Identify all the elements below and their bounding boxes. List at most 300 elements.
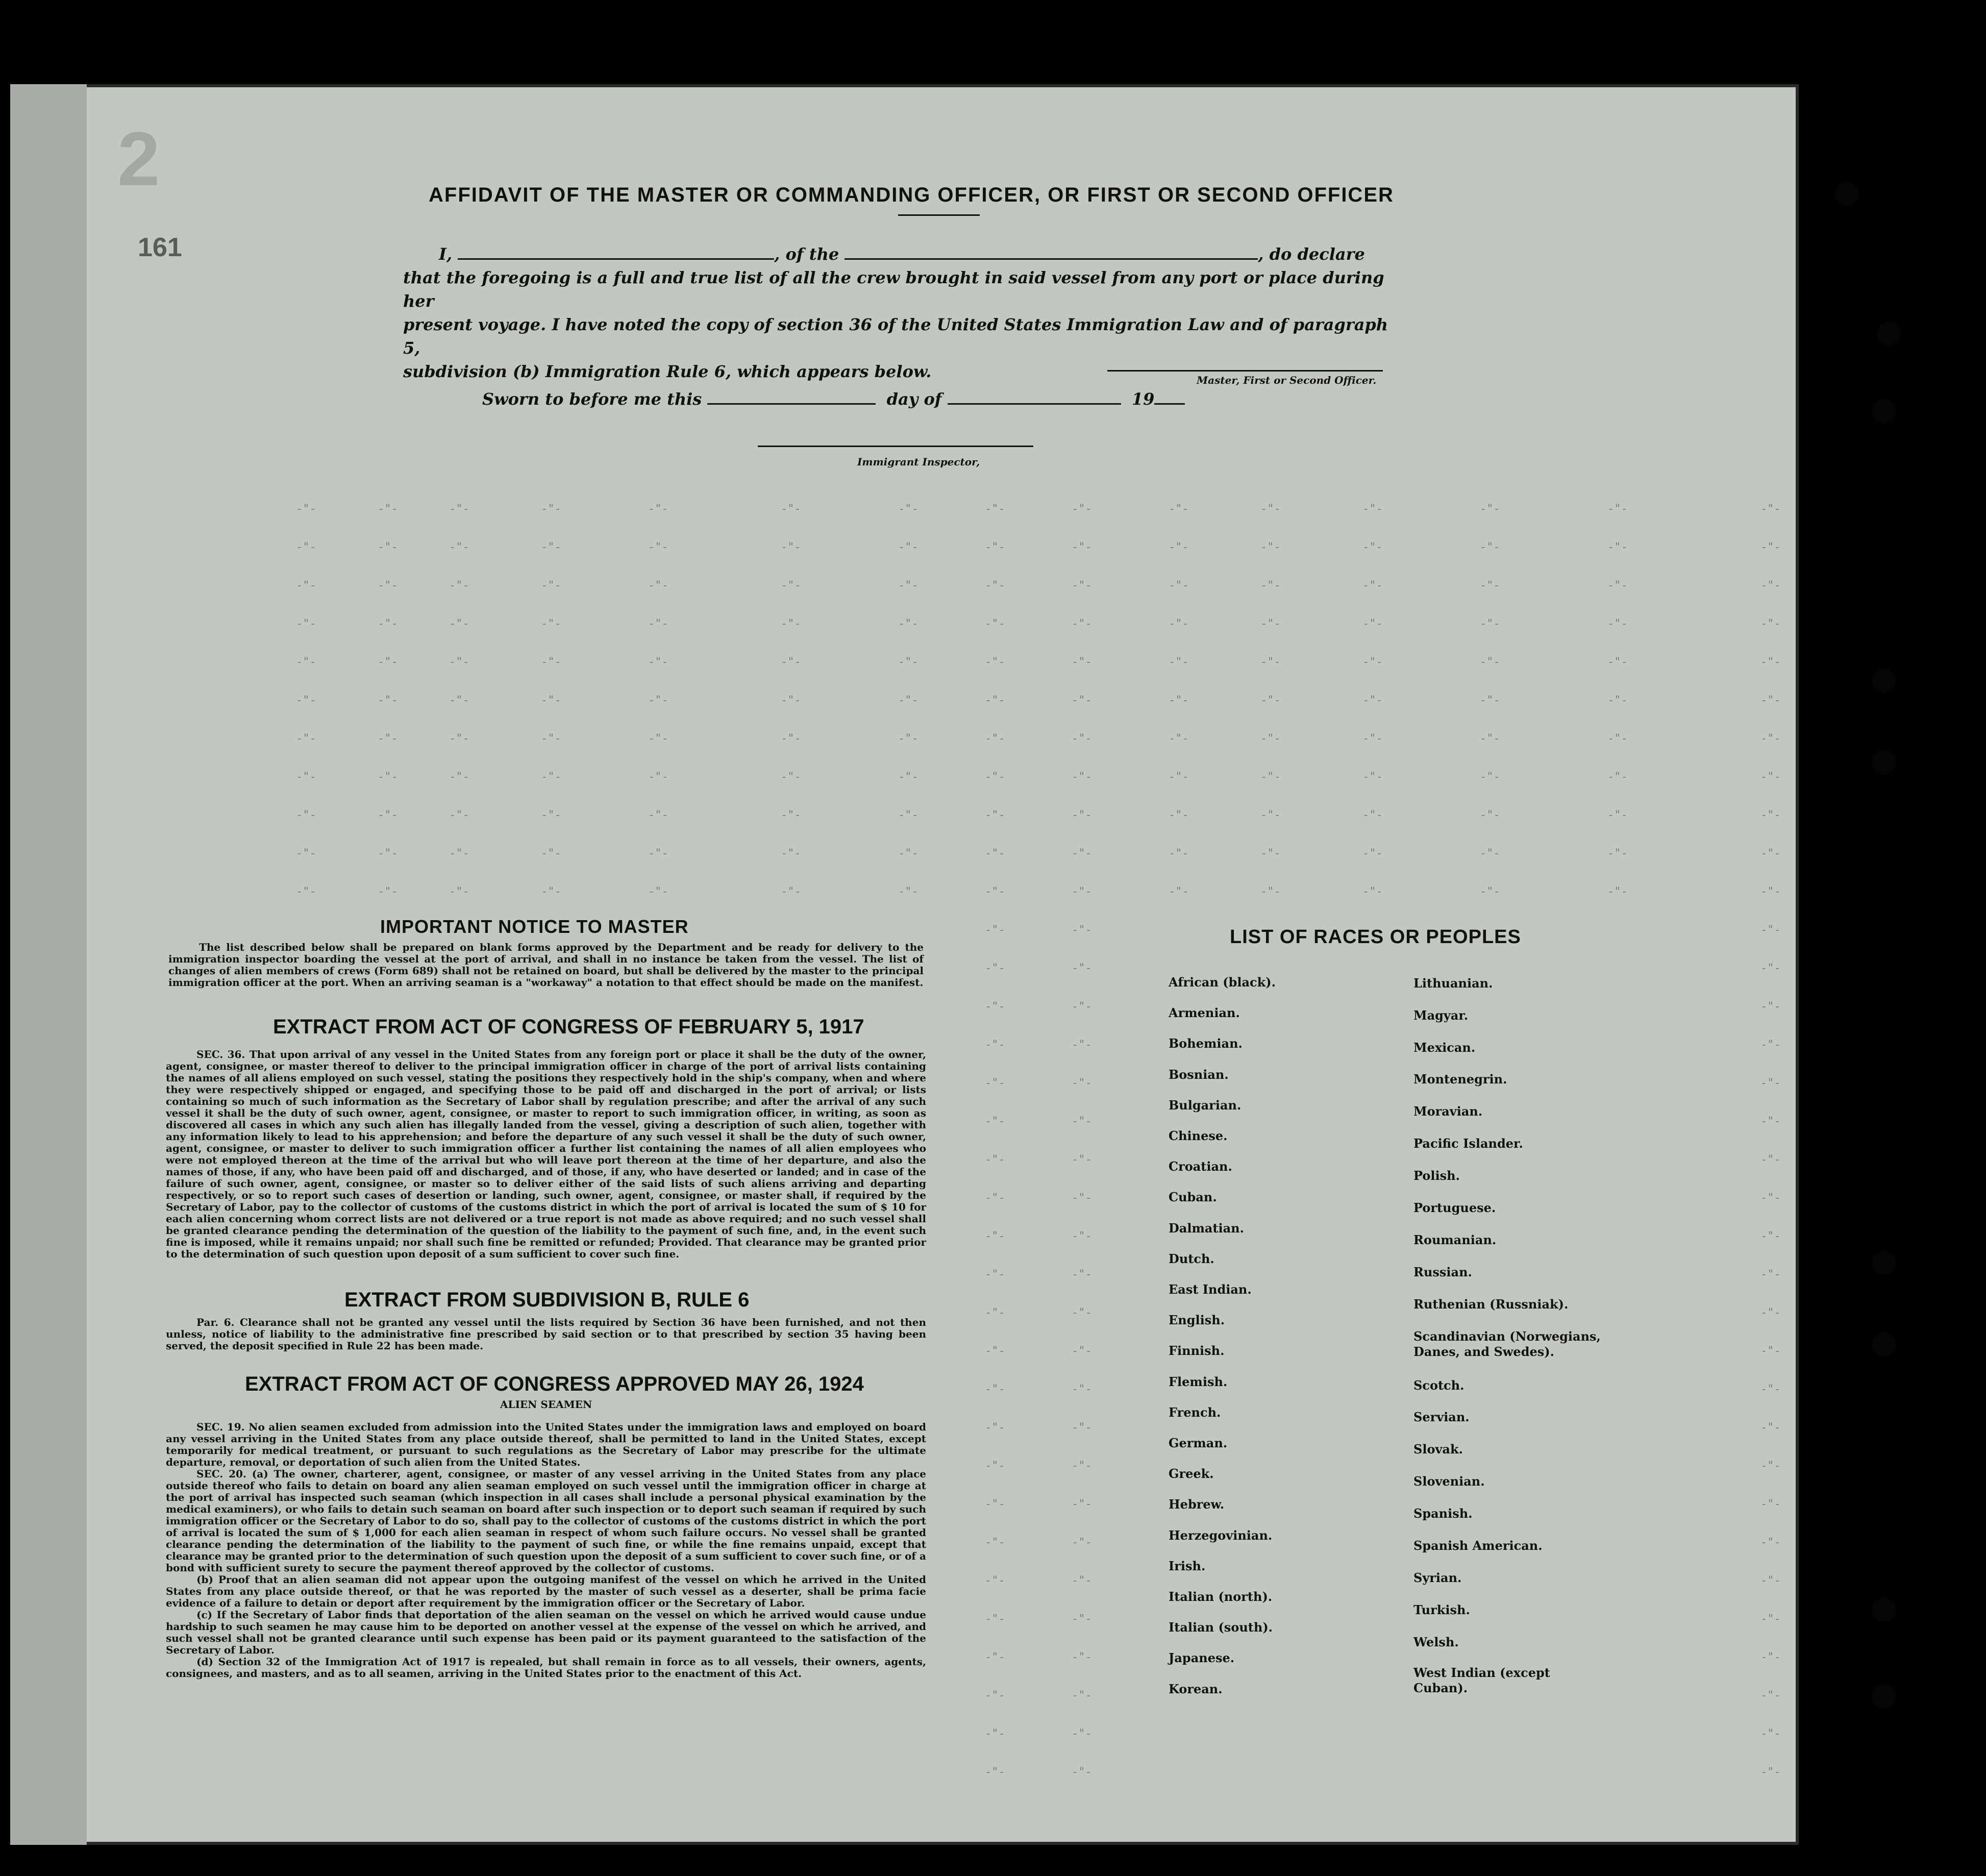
ditto-mark: -"- — [985, 1727, 1005, 1740]
ditto-mark: -"- — [1169, 694, 1189, 707]
affidavit-i-label: I, — [439, 244, 453, 264]
ditto-mark: -"- — [898, 732, 918, 745]
race-item: Moravian. — [1413, 1104, 1483, 1119]
ditto-mark: -"- — [985, 1421, 1005, 1434]
ditto-mark: -"- — [1260, 541, 1281, 554]
ditto-mark: -"- — [1072, 503, 1092, 515]
notice-body — [168, 942, 924, 989]
ditto-mark: -"- — [1362, 847, 1383, 860]
ditto-mark: -"- — [1480, 503, 1500, 515]
ditto-mark: -"- — [648, 847, 668, 860]
ditto-mark: -"- — [985, 1498, 1005, 1511]
ditto-mark: -"- — [985, 732, 1005, 745]
master-name-blank[interactable] — [458, 244, 774, 260]
race-item: Slovenian. — [1413, 1474, 1485, 1489]
affidavit-of-the-label: , of the — [774, 244, 839, 264]
ditto-mark: -"- — [1760, 579, 1781, 592]
ditto-mark: -"- — [1760, 1383, 1781, 1396]
extract-1924-body — [166, 1421, 926, 1680]
ditto-mark: -"- — [1480, 541, 1500, 554]
ditto-mark: -"- — [1169, 618, 1189, 630]
race-item: Montenegrin. — [1413, 1072, 1507, 1087]
ditto-mark: -"- — [1760, 1115, 1781, 1128]
races-title: LIST OF RACES OR PEOPLES — [1230, 926, 1521, 948]
extract-1924-sec20b: (b) Proof that an alien seaman did not appear upon the outgoing manifest of the vessel on which he arrived in the United States from any place outside thereof, or that he was reported by the master of such vessel as a deserter, shall be prima facie evidence of a failure to detain or deport after requirement by the immigration officer or the Secretary of Labor. — [166, 1573, 926, 1609]
ditto-mark: -"- — [898, 885, 918, 898]
ditto-mark: -"- — [898, 847, 918, 860]
ditto-mark: -"- — [1760, 1727, 1781, 1740]
ditto-mark: -"- — [1072, 1306, 1092, 1319]
master-signature-line[interactable] — [1107, 370, 1383, 372]
ditto-mark: -"- — [1072, 1460, 1092, 1472]
notice-paragraph: The list described below shall be prepared on blank forms approved by the Department and be ready for delivery to the immigration inspector boarding the vessel at the port of arrival, and shall in no instance be taken from the vessel. The list of changes of alien members of crews (Form 689) shall not be retained on board, but shall be delivered by the master to the principal immigration officer at the port. When an arriving seaman is a "workaway" a notation to that effect should be made on the manifest. — [168, 941, 924, 989]
ditto-mark: -"- — [1260, 503, 1281, 515]
extract-rule6-body — [166, 1317, 926, 1352]
affidavit-line-3: present voyage. I have noted the copy of section 36 of the United States Immigration Law and of paragraph 5, — [403, 315, 1388, 358]
ditto-mark: -"- — [541, 732, 561, 745]
punch-hole — [1872, 1332, 1896, 1356]
ditto-mark: -"- — [1760, 541, 1781, 554]
ditto-mark: -"- — [378, 885, 398, 898]
ditto-mark: -"- — [1260, 847, 1281, 860]
affidavit-line-4: subdivision (b) Immigration Rule 6, which appears below. — [403, 362, 932, 381]
extract-1924-sec20c: (c) If the Secretary of Labor finds that deportation of the alien seaman on the vessel on which he arrived would cause undue hardship to such seamen he may cause him to be deported on another vessel at the expense of the vessel on which he arrived, and such vessel shall not be granted clearance until such expense has been paid or its payment guaranteed to the satisfaction of the Secretary of Labor. — [166, 1609, 926, 1656]
ditto-mark: -"- — [1072, 656, 1092, 669]
ditto-mark: -"- — [1072, 1192, 1092, 1204]
affidavit-do-declare-label: , do declare — [1258, 244, 1365, 264]
ditto-mark: -"- — [985, 962, 1005, 975]
ditto-mark: -"- — [449, 885, 469, 898]
race-item: Hebrew. — [1169, 1497, 1225, 1512]
ditto-mark: -"- — [898, 503, 918, 515]
ditto-mark: -"- — [378, 541, 398, 554]
ditto-mark: -"- — [985, 1268, 1005, 1281]
ditto-mark: -"- — [296, 847, 316, 860]
extract-1917-sec36: SEC. 36. That upon arrival of any vessel in the United States from any foreign port or place it shall be the duty of the owner, agent, consignee, or master thereof to deliver to the principal immigration officer in charge of the port of arrival lists containing the names of all aliens employed on such vessel, stating the positions they respectively hold in the ship's company, when and where they were respectively shipped or engaged, and specifying those to be paid off and discharged in the port of arrival; or lists containing so much of such information as the Secretary of Labor shall by regulation prescribe; and after the arrival of any such vessel it shall be the duty of such owner, agent, consignee, or master to report to such immigration officer, in writing, as soon as discovered all cases in which any such alien has illegally landed from the vessel, giving a description of such alien, together with any information likely to lead to his apprehension; and before the departure of any such vessel it shall be the duty of such owner, agent, consignee, or master to deliver to such immigration officer a further list containing the names of all alien employees who were not employed thereon at the time of the arrival but who will leave port thereon at the time of her departure, and also the names of those, if any, who have been paid off and discharged, and of those, if any, who have deserted or landed; and in case of the failure of such owner, agent, consignee, or master so to deliver either of the said lists of such aliens arriving and departing respectively, or so to report such cases of desertion or landing, such owner, agent, consignee, or master shall, if required by the Secretary of Labor, pay to the collector of customs of the customs district in which the port of arrival is located the sum of $ 10 for each alien concerning whom correct lists are not delivered or a true report is not made as above required; and no such vessel shall be granted clearance pending the determination of the question of the liability to the payment of such fine, and, in the event such fine is imposed, while it remains unpaid; nor shall such fine be remitted or refunded; Provided. That clearance may be granted prior to the determination of such question upon deposit of a sum sufficient to cover such fine. — [166, 1048, 926, 1260]
ditto-mark: -"- — [1760, 1268, 1781, 1281]
ditto-mark: -"- — [541, 885, 561, 898]
ditto-mark: -"- — [985, 1306, 1005, 1319]
ditto-mark: -"- — [1607, 847, 1628, 860]
race-item: Bosnian. — [1169, 1067, 1229, 1082]
ditto-mark: -"- — [1072, 809, 1092, 822]
ditto-mark: -"- — [1480, 809, 1500, 822]
ditto-mark: -"- — [1760, 1536, 1781, 1549]
ditto-mark: -"- — [1760, 1306, 1781, 1319]
vessel-name-blank[interactable] — [845, 244, 1258, 260]
ditto-mark: -"- — [898, 809, 918, 822]
ditto-mark: -"- — [648, 771, 668, 783]
race-item: Scandinavian (Norwegians, Danes, and Swedes). — [1413, 1329, 1601, 1359]
ditto-mark: -"- — [781, 503, 801, 515]
ditto-mark: -"- — [1072, 885, 1092, 898]
ditto-mark: -"- — [1760, 503, 1781, 515]
ditto-mark: -"- — [1760, 1766, 1781, 1779]
affidavit-line-2: that the foregoing is a full and true list of all the crew brought in said vessel from any port or place during her — [403, 268, 1384, 311]
ditto-mark: -"- — [1072, 1077, 1092, 1090]
ditto-mark: -"- — [1607, 618, 1628, 630]
ditto-mark: -"- — [1072, 732, 1092, 745]
ditto-mark: -"- — [1260, 618, 1281, 630]
ditto-mark: -"- — [1607, 503, 1628, 515]
ditto-mark: -"- — [541, 809, 561, 822]
ditto-mark: -"- — [781, 694, 801, 707]
race-item: Irish. — [1169, 1558, 1206, 1573]
ditto-mark: -"- — [1607, 694, 1628, 707]
ditto-mark: -"- — [1072, 1574, 1092, 1587]
ditto-mark: -"- — [1072, 1689, 1092, 1702]
ditto-mark: -"- — [781, 885, 801, 898]
left-margin-strip — [10, 84, 87, 1845]
ditto-mark: -"- — [781, 847, 801, 860]
race-item: Polish. — [1413, 1168, 1460, 1183]
ditto-mark: -"- — [1169, 503, 1189, 515]
race-item: Japanese. — [1169, 1650, 1235, 1666]
ditto-mark: -"- — [449, 541, 469, 554]
sworn-statement — [482, 389, 1185, 409]
ditto-mark: -"- — [1480, 579, 1500, 592]
punch-hole — [1872, 399, 1896, 424]
ditto-mark: -"- — [1760, 1498, 1781, 1511]
ditto-mark: -"- — [781, 732, 801, 745]
ditto-mark: -"- — [449, 809, 469, 822]
ditto-mark: -"- — [1072, 1651, 1092, 1664]
ditto-mark: -"- — [1169, 732, 1189, 745]
ditto-mark: -"- — [378, 579, 398, 592]
ditto-mark: -"- — [898, 694, 918, 707]
race-item: English. — [1169, 1313, 1225, 1328]
race-item: Croatian. — [1169, 1159, 1232, 1174]
ditto-mark: -"- — [1072, 962, 1092, 975]
ditto-mark: -"- — [1480, 618, 1500, 630]
ditto-mark: -"- — [1072, 924, 1092, 936]
race-item: Dutch. — [1169, 1251, 1214, 1266]
ditto-mark: -"- — [1260, 694, 1281, 707]
ditto-mark: -"- — [985, 1536, 1005, 1549]
ditto-mark: -"- — [985, 1574, 1005, 1587]
ditto-mark: -"- — [1607, 541, 1628, 554]
ditto-mark: -"- — [1072, 1727, 1092, 1740]
ditto-mark: -"- — [378, 656, 398, 669]
race-item: West Indian (except Cuban). — [1413, 1665, 1550, 1695]
ditto-mark: -"- — [1362, 771, 1383, 783]
ditto-mark: -"- — [1072, 1000, 1092, 1013]
race-item: Bulgarian. — [1169, 1097, 1242, 1113]
race-item: Syrian. — [1413, 1570, 1462, 1585]
ditto-mark: -"- — [985, 1230, 1005, 1243]
ditto-mark: -"- — [296, 809, 316, 822]
ditto-mark: -"- — [1072, 1115, 1092, 1128]
ditto-mark: -"- — [898, 579, 918, 592]
race-item: Magyar. — [1413, 1008, 1469, 1023]
ditto-mark: -"- — [449, 656, 469, 669]
race-item: Slovak. — [1413, 1442, 1463, 1457]
ditto-mark: -"- — [985, 503, 1005, 515]
race-item: Dalmatian. — [1169, 1220, 1244, 1236]
ditto-mark: -"- — [1607, 809, 1628, 822]
ditto-mark: -"- — [1607, 732, 1628, 745]
ditto-mark: -"- — [1480, 732, 1500, 745]
ditto-mark: -"- — [378, 809, 398, 822]
race-item: Servian. — [1413, 1410, 1470, 1424]
ditto-mark: -"- — [449, 732, 469, 745]
ditto-mark: -"- — [296, 771, 316, 783]
ditto-mark: -"- — [296, 618, 316, 630]
ditto-mark: -"- — [1760, 1651, 1781, 1664]
ditto-mark: -"- — [1362, 885, 1383, 898]
ditto-mark: -"- — [1760, 1230, 1781, 1243]
ditto-mark: -"- — [541, 656, 561, 669]
ditto-mark: -"- — [1760, 732, 1781, 745]
ditto-mark: -"- — [985, 809, 1005, 822]
ditto-mark: -"- — [985, 771, 1005, 783]
ditto-mark: -"- — [1760, 1345, 1781, 1357]
extract-1917-title: EXTRACT FROM ACT OF CONGRESS OF FEBRUARY 5, 1917 — [273, 1016, 864, 1038]
ditto-mark: -"- — [781, 579, 801, 592]
affidavit-title: AFFIDAVIT OF THE MASTER OR COMMANDING OFFICER, OR FIRST OR SECOND OFFICER — [429, 184, 1394, 206]
ditto-mark: -"- — [1760, 1689, 1781, 1702]
ditto-mark: -"- — [1362, 579, 1383, 592]
ditto-mark: -"- — [1362, 694, 1383, 707]
ditto-mark: -"- — [985, 656, 1005, 669]
punch-hole — [1872, 1684, 1896, 1709]
ditto-mark: -"- — [449, 618, 469, 630]
race-item: Armenian. — [1169, 1005, 1240, 1021]
ditto-mark: -"- — [1760, 1000, 1781, 1013]
race-item: Turkish. — [1413, 1602, 1470, 1617]
ditto-mark: -"- — [985, 1077, 1005, 1090]
ditto-mark: -"- — [1260, 809, 1281, 822]
extract-1924-sec20a: SEC. 20. (a) The owner, charterer, agent, consignee, or master of any vessel arriving in the United States from any place outside thereof who fails to detain on board any alien seaman employed on such vessel until the immigration officer in charge at the port of arrival has inspected such seaman (which inspection in all cases shall include a personal physical examination by the medical examiners), or who fails to detain such seaman on board after such inspection or to deport such seaman if required by such immigration officer or the Secretary of Labor to do so, shall pay to the collector of customs of the customs district in which the port of arrival is located the sum of $ 1,000 for each alien seaman in respect of whom such failure occurs. No vessel shall be granted clearance pending the determination of the liability to the payment of such fine, or while the fine remains unpaid, except that clearance may be granted prior to the determination of such question upon the deposit of a sum sufficient to cover such fine, or of a bond with sufficient surety to secure the payment thereof approved by the collector of customs. — [166, 1468, 926, 1574]
ditto-mark: -"- — [781, 618, 801, 630]
ditto-mark: -"- — [1072, 1345, 1092, 1357]
ditto-mark: -"- — [541, 847, 561, 860]
punch-hole — [1877, 322, 1901, 346]
ditto-mark: -"- — [1480, 885, 1500, 898]
race-item: Welsh. — [1413, 1635, 1459, 1649]
ditto-mark: -"- — [541, 541, 561, 554]
ditto-mark: -"- — [1260, 579, 1281, 592]
ditto-mark: -"- — [898, 771, 918, 783]
ditto-mark: -"- — [449, 503, 469, 515]
ditto-mark: -"- — [1760, 1192, 1781, 1204]
ditto-mark: -"- — [985, 1039, 1005, 1051]
ditto-mark: -"- — [1362, 618, 1383, 630]
ditto-mark: -"- — [378, 771, 398, 783]
ditto-mark: -"- — [1072, 771, 1092, 783]
ditto-mark: -"- — [296, 579, 316, 592]
ditto-mark: -"- — [985, 1613, 1005, 1625]
ditto-mark: -"- — [1607, 885, 1628, 898]
race-item: East Indian. — [1169, 1282, 1252, 1297]
race-item: Ruthenian (Russniak). — [1413, 1297, 1569, 1312]
ditto-mark: -"- — [1480, 656, 1500, 669]
ditto-mark: -"- — [1760, 962, 1781, 975]
punch-hole — [1834, 182, 1859, 206]
ditto-mark: -"- — [1480, 771, 1500, 783]
ditto-mark: -"- — [1607, 771, 1628, 783]
ditto-mark: -"- — [296, 885, 316, 898]
inspector-signature-caption: Immigrant Inspector, — [857, 456, 980, 468]
ditto-mark: -"- — [781, 541, 801, 554]
ditto-mark: -"- — [985, 579, 1005, 592]
ditto-mark: -"- — [1072, 1153, 1092, 1166]
race-item: Italian (north). — [1169, 1589, 1273, 1604]
ditto-mark: -"- — [378, 694, 398, 707]
ditto-mark: -"- — [541, 503, 561, 515]
ditto-mark: -"- — [1260, 771, 1281, 783]
ditto-mark: -"- — [1480, 847, 1500, 860]
ditto-mark: -"- — [449, 694, 469, 707]
ditto-mark: -"- — [648, 541, 668, 554]
race-item: Italian (south). — [1169, 1620, 1273, 1635]
ditto-mark: -"- — [541, 618, 561, 630]
extract-rule6-par6: Par. 6. Clearance shall not be granted any vessel until the lists required by Section 36 have been furnished, and not then unless, notice of liability to the administrative fine prescribed by said section or to that prescribed by section 35 having been served, the deposit specified in Rule 22 has been made. — [166, 1316, 926, 1352]
race-item: Cuban. — [1169, 1190, 1217, 1205]
ditto-mark: -"- — [985, 1115, 1005, 1128]
ditto-mark: -"- — [449, 771, 469, 783]
ditto-mark: -"- — [296, 656, 316, 669]
ditto-mark: -"- — [1760, 1077, 1781, 1090]
ditto-mark: -"- — [648, 732, 668, 745]
sworn-day-blank[interactable] — [707, 389, 876, 405]
ditto-mark: -"- — [1169, 809, 1189, 822]
affidavit-declaration — [403, 242, 1393, 383]
ditto-mark: -"- — [985, 1000, 1005, 1013]
ditto-mark: -"- — [1760, 618, 1781, 630]
ditto-mark: -"- — [985, 1689, 1005, 1702]
extract-1924-subtitle: ALIEN SEAMEN — [500, 1398, 592, 1411]
race-item: Greek. — [1169, 1466, 1214, 1482]
ditto-mark: -"- — [781, 809, 801, 822]
race-item: Flemish. — [1169, 1374, 1228, 1389]
race-item: French. — [1169, 1404, 1221, 1420]
ditto-mark: -"- — [985, 618, 1005, 630]
ditto-mark: -"- — [1607, 579, 1628, 592]
ditto-mark: -"- — [296, 503, 316, 515]
ditto-mark: -"- — [648, 885, 668, 898]
race-item: Spanish. — [1413, 1506, 1473, 1521]
ditto-mark: -"- — [1362, 503, 1383, 515]
ditto-mark: -"- — [1072, 541, 1092, 554]
ditto-mark: -"- — [781, 771, 801, 783]
ditto-mark: -"- — [648, 503, 668, 515]
ditto-mark: -"- — [1072, 1536, 1092, 1549]
ditto-mark: -"- — [1169, 579, 1189, 592]
inspector-signature-line[interactable] — [758, 446, 1033, 447]
ditto-mark: -"- — [1260, 885, 1281, 898]
ditto-mark: -"- — [541, 771, 561, 783]
ditto-mark: -"- — [1362, 732, 1383, 745]
race-item: German. — [1169, 1436, 1228, 1450]
ditto-mark: -"- — [1480, 694, 1500, 707]
ditto-mark: -"- — [1072, 1421, 1092, 1434]
race-item: Russian. — [1413, 1265, 1472, 1279]
race-item: Mexican. — [1413, 1040, 1476, 1055]
race-item: Pacific Islander. — [1413, 1136, 1523, 1151]
ditto-mark: -"- — [1760, 1421, 1781, 1434]
ditto-mark: -"- — [985, 1345, 1005, 1357]
ditto-mark: -"- — [1760, 809, 1781, 822]
ditto-mark: -"- — [1760, 847, 1781, 860]
sworn-year-blank[interactable] — [1154, 389, 1185, 405]
ditto-mark: -"- — [1072, 1613, 1092, 1625]
race-item: Spanish American. — [1413, 1538, 1543, 1553]
ditto-mark: -"- — [1169, 771, 1189, 783]
ditto-mark: -"- — [1760, 885, 1781, 898]
notice-title: IMPORTANT NOTICE TO MASTER — [380, 916, 689, 937]
ditto-mark: -"- — [898, 618, 918, 630]
race-item: Chinese. — [1169, 1128, 1228, 1143]
ditto-mark: -"- — [781, 656, 801, 669]
race-item: Lithuanian. — [1413, 976, 1493, 991]
ditto-mark: -"- — [985, 1192, 1005, 1204]
race-item: Bohemian. — [1169, 1036, 1243, 1051]
ditto-mark: -"- — [985, 694, 1005, 707]
ditto-mark: -"- — [1260, 732, 1281, 745]
race-item: Herzegovinian. — [1169, 1527, 1273, 1543]
ditto-mark: -"- — [1169, 885, 1189, 898]
affidavit-line-1 — [403, 242, 1393, 266]
ditto-mark: -"- — [985, 1460, 1005, 1472]
ditto-mark: -"- — [648, 694, 668, 707]
ditto-mark: -"- — [1072, 1498, 1092, 1511]
ditto-mark: -"- — [1072, 579, 1092, 592]
ditto-mark: -"- — [378, 618, 398, 630]
race-item: African (black). — [1169, 975, 1276, 990]
ditto-mark: -"- — [296, 541, 316, 554]
extract-1924-sec19: SEC. 19. No alien seamen excluded from admission into the United States under the immigration laws and employed on board any vessel arriving in the United States from any place outside thereof, shall be permitted to land in the United States, except temporarily for medical treatment, or pursuant to such regulations as the Secretary of Labor may prescribe for the ultimate departure, removal, or deportation of such alien from the United States. — [166, 1421, 926, 1468]
ditto-mark: -"- — [1072, 694, 1092, 707]
ditto-mark: -"- — [1362, 656, 1383, 669]
ditto-mark: -"- — [1072, 1230, 1092, 1243]
ditto-mark: -"- — [985, 924, 1005, 936]
ditto-mark: -"- — [296, 694, 316, 707]
bleed-page-number: 2 — [117, 116, 160, 202]
ditto-mark: -"- — [541, 694, 561, 707]
ditto-mark: -"- — [1362, 809, 1383, 822]
ditto-mark: -"- — [1607, 656, 1628, 669]
ditto-mark: -"- — [1072, 1766, 1092, 1779]
ditto-mark: -"- — [1169, 847, 1189, 860]
race-item: Portuguese. — [1413, 1200, 1496, 1215]
race-item: Korean. — [1169, 1681, 1223, 1696]
ditto-mark: -"- — [541, 579, 561, 592]
extract-1917-body — [166, 1049, 926, 1260]
ditto-mark: -"- — [378, 847, 398, 860]
master-signature-caption: Master, First or Second Officer. — [1197, 374, 1377, 386]
sworn-month-blank[interactable] — [948, 389, 1121, 405]
ditto-mark: -"- — [378, 503, 398, 515]
ditto-mark: -"- — [1169, 541, 1189, 554]
ditto-mark: -"- — [1760, 1460, 1781, 1472]
ditto-mark: -"- — [1260, 656, 1281, 669]
ditto-mark: -"- — [985, 1766, 1005, 1779]
sworn-prefix: Sworn to before me this — [482, 389, 702, 409]
ditto-mark: -"- — [1760, 1039, 1781, 1051]
ditto-mark: -"- — [1072, 1383, 1092, 1396]
sworn-year-prefix: 19 — [1131, 389, 1155, 409]
race-item: Roumanian. — [1413, 1232, 1497, 1247]
extract-1924-sec20d: (d) Section 32 of the Immigration Act of 1917 is repealed, but shall remain in force as to all vessels, their owners, agents, consignees, and masters, and as to all seamen, arriving in the United States prior to the enactment of this Act. — [166, 1656, 926, 1680]
ditto-mark: -"- — [985, 1383, 1005, 1396]
ditto-mark: -"- — [1072, 1039, 1092, 1051]
race-item: Scotch. — [1413, 1378, 1464, 1393]
ditto-mark: -"- — [985, 541, 1005, 554]
ditto-mark: -"- — [1072, 1268, 1092, 1281]
ditto-mark: -"- — [1072, 618, 1092, 630]
ditto-mark: -"- — [898, 541, 918, 554]
